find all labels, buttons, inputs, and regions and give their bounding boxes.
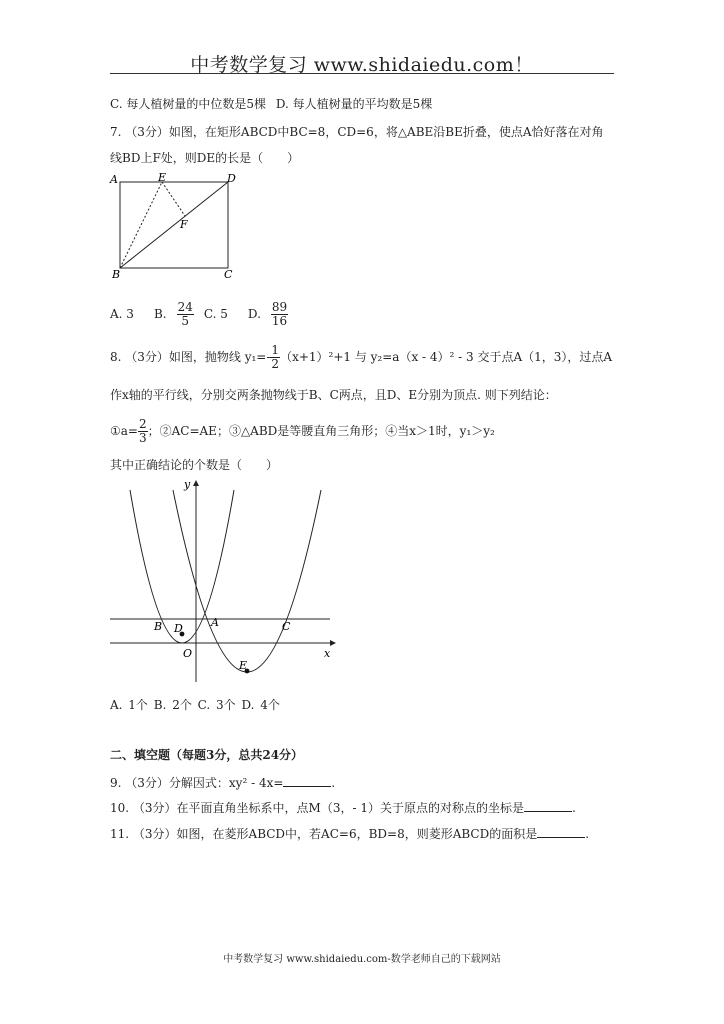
page-footer: 中考数学复习 www.shidaiedu.com-数学老师自己的下载网站	[223, 954, 501, 965]
q7-option-d-denominator: 16	[271, 313, 288, 328]
parabola-y2	[173, 490, 321, 672]
q7-options	[110, 298, 288, 330]
diagonal-bd	[120, 182, 228, 268]
q8-line3-numerator: 2	[138, 416, 147, 431]
q11-end: .	[585, 827, 590, 841]
q8-line1-part-a: 8. （3分）如图，抛物线 y₁=-	[110, 350, 271, 364]
q10-answer-blank	[524, 801, 572, 812]
origin-label: O	[183, 647, 193, 660]
q8-line1-fraction	[270, 344, 280, 371]
point-d-label: D	[174, 622, 183, 635]
q8-stem-line3	[110, 416, 495, 446]
x-axis-arrow-icon	[330, 640, 336, 646]
q11	[110, 827, 589, 841]
q11-answer-blank	[537, 827, 585, 838]
q9-answer-blank	[283, 776, 331, 787]
q7-option-b-denominator: 5	[181, 313, 190, 328]
fold-line-ef	[162, 182, 185, 216]
x-axis-label: x	[324, 647, 331, 660]
y-axis-arrow-icon	[193, 480, 199, 486]
fold-line-be	[120, 182, 162, 268]
section-2-title: 二、填空题（每题3分，总共24分）	[110, 748, 304, 762]
q8-line1-denominator: 2	[271, 356, 280, 371]
point-d-label: D	[227, 172, 236, 185]
y-axis-label: y	[184, 478, 191, 491]
point-c-label: C	[224, 268, 233, 280]
header-rule	[110, 73, 614, 74]
q7-option-c: C. 5	[203, 307, 228, 321]
page-header-title: 中考数学复习 www.shidaiedu.com！	[190, 54, 534, 76]
q7-rectangle-figure	[108, 170, 248, 280]
point-c-label: C	[282, 620, 291, 633]
q8-stem-line4: 其中正确结论的个数是（ ）	[110, 458, 279, 472]
point-b-label: B	[112, 268, 121, 280]
q8-line3-denominator: 3	[138, 430, 147, 445]
q8-line3-fraction	[138, 418, 148, 445]
q6-option-d: D. 每人植树量的平均数是5棵	[275, 97, 433, 111]
point-f-label: F	[180, 218, 188, 231]
q10	[110, 801, 576, 815]
q7-option-b-fraction	[177, 301, 194, 328]
q7-option-d-label: D.	[247, 307, 261, 321]
q7-option-b-label: B.	[153, 307, 167, 321]
q7-stem-line2: 线BD上F处，则DE的长是（ ）	[110, 151, 300, 165]
q6-option-c: C. 每人植树量的中位数是5棵	[110, 97, 267, 111]
q7-option-d-numerator: 89	[271, 299, 288, 314]
q6-options	[110, 97, 432, 111]
q8-stem-line2: 作x轴的平行线，分别交两条抛物线于B、C两点，且D、E分别为顶点. 则下列结论：	[110, 388, 557, 402]
q9-end: .	[331, 776, 336, 790]
point-a-label: A	[110, 173, 118, 186]
q7-option-d-fraction	[271, 301, 288, 328]
q10-end: .	[571, 801, 576, 815]
q8-line1-numerator: 1	[271, 342, 280, 357]
q10-text: 10. （3分）在平面直角坐标系中，点M（3，- 1）关于原点的对称点的坐标是	[110, 801, 524, 815]
q9-text: 9. （3分）分解因式：xy² - 4x=	[110, 776, 284, 790]
q8-line3-part-b: ；②AC=AE；③△ABD是等腰直角三角形；④当x＞1时，y₁＞y₂	[147, 424, 495, 438]
q9	[110, 776, 335, 790]
q7-stem-line1: 7. （3分）如图，在矩形ABCD中BC=8，CD=6，将△ABE沿BE折叠，使点A恰好落在对角	[110, 125, 604, 139]
q8-options: A. 1个 B. 2个 C. 3个 D. 4个	[110, 698, 280, 712]
point-a-label: A	[211, 616, 219, 629]
q8-stem-line1	[110, 342, 612, 372]
point-b-label: B	[154, 620, 163, 633]
q7-option-b-numerator: 24	[177, 299, 193, 314]
q11-text: 11. （3分）如图，在菱形ABCD中，若AC=6，BD=8，则菱形ABCD的面积是	[110, 827, 538, 841]
point-e-label: E	[158, 171, 167, 184]
q8-line3-part-a: ①a=	[110, 424, 138, 438]
q8-line1-part-b: （x+1）²+1 与 y₂=a（x - 4）² - 3 交于点A（1，3），过点A	[280, 350, 613, 364]
q8-parabola-graph	[108, 476, 340, 688]
q7-option-a: A. 3	[110, 307, 134, 321]
point-e-label: E	[239, 659, 248, 672]
